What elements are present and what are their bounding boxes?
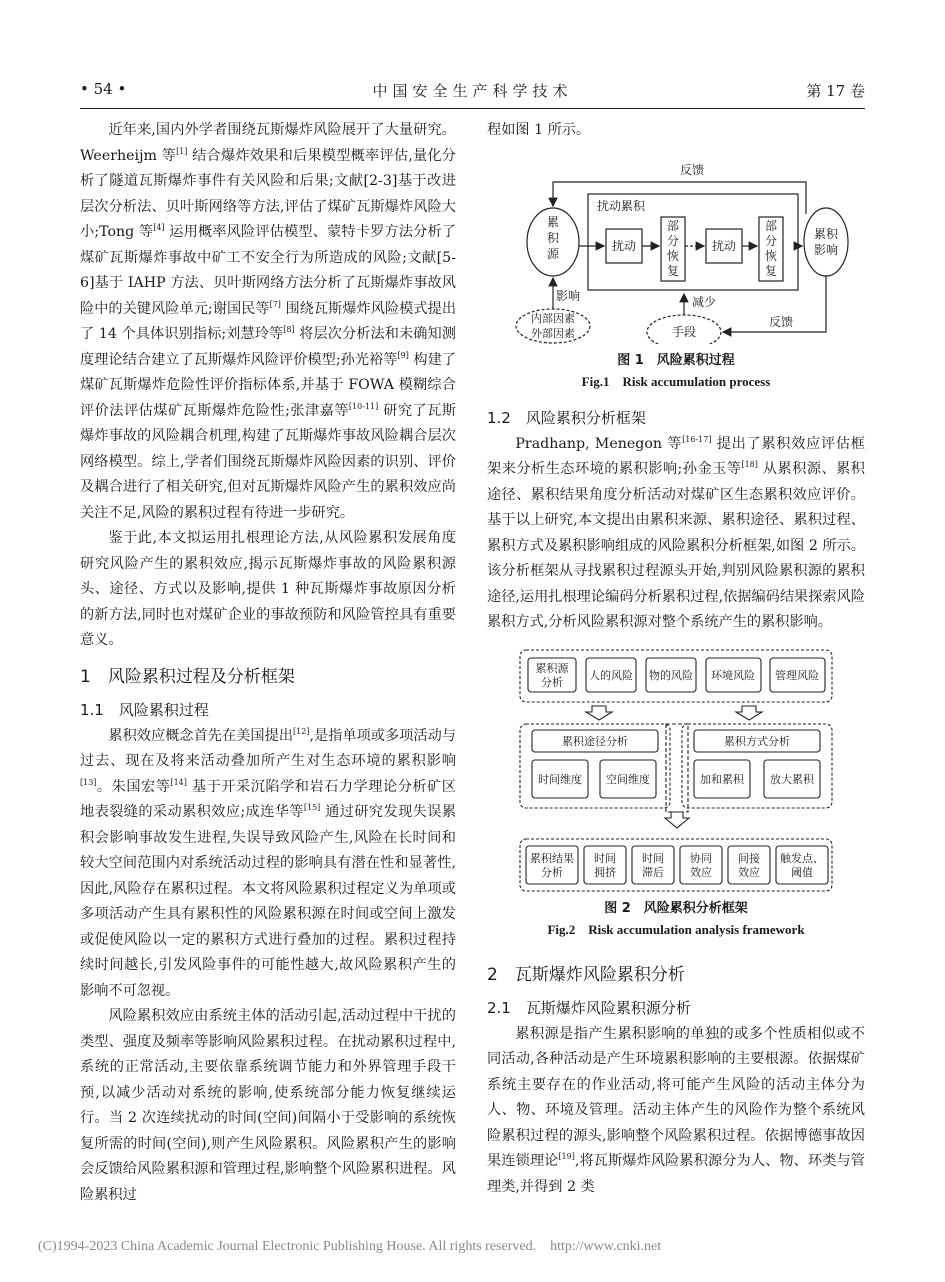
fig2-path-item: 空间维度 [606, 772, 650, 786]
section-2-heading: 2 瓦斯爆炸风险累积分析 [487, 964, 685, 985]
left-paragraph-3: 累积效应概念首先在美国提出[12],是指单项或多项活动与过去、现在及将来活动叠加所产生对生态环境的累积影响[13]。朱国宏等[14] 基于开采沉陷学和岩石力学理论分析矿区地表裂缝的采动累积效应;成连华等[15] 通过研究发现失误累积会影响事故发生进程,失误导致风险产生,风险在长时间和较大空间范围内对系统活动过程的影响具有潜在性和显著性,因此,风险存在累积过程。本文将风险累积过程定义为单项或多项活动产生具有累积性的风险累积源在时间或空间上激发或促使风险以一定的累积方式进行叠加的过程。累积过程持续时间越长,引发风险事件的可能性越大,故风险累积产生的影响不可忽视。 [80, 726, 457, 999]
fig2-row1-item: 管理风险 [775, 668, 819, 682]
fig2-result-item: 累积结果分析 [530, 851, 574, 879]
fig2-result-item: 时间拥挤 [594, 851, 616, 879]
section-1-heading: 1 风险累积过程及分析框架 [80, 666, 295, 687]
fig2-mode-item: 加和累积 [700, 772, 744, 786]
fig1-feedback-bottom: 反馈 [768, 314, 794, 329]
volume-label: 第 17 卷 [806, 82, 865, 100]
figure-1-diagram [496, 144, 856, 344]
left-column [80, 118, 456, 1208]
section-1-1-heading: 1.1 风险累积过程 [80, 700, 209, 719]
fig1-recover-1: 部分恢复 [666, 218, 680, 278]
fig2-row1-item: 环境风险 [711, 668, 755, 682]
fig1-disturb-2: 扰动 [711, 238, 737, 253]
fig2-mode-item: 放大累积 [770, 772, 814, 786]
figure-2-diagram [516, 646, 836, 856]
figure-2-caption-en: Fig.2 Risk accumulation analysis framework [547, 921, 805, 937]
fig1-influence-label: 影响 [555, 288, 581, 303]
figure-1-caption-zh: 图 1 风险累积过程 [617, 352, 735, 368]
copyright-footer: (C)1994-2023 China Academic Journal Electronic Publishing House. All rights reserved. http://www.cnki.net [38, 1239, 662, 1254]
fig1-feedback-top: 反馈 [679, 162, 705, 177]
fig1-factors-1: 内部因素 [531, 311, 575, 325]
fig1-means-label: 手段 [671, 324, 697, 339]
fig2-result-item: 触发点、阈值 [780, 851, 824, 879]
section-2-1-heading: 2.1 瓦斯爆炸风险累积源分析 [487, 998, 691, 1017]
fig1-source-label: 累积源 [546, 214, 560, 261]
left-paragraph-2: 鉴于此,本文拟运用扎根理论方法,从风险累积发展角度研究风险产生的累积效应,揭示瓦斯爆炸事故的风险累积源头、途径、方式以及影响,提供 1 种瓦斯爆炸事故原因分析的新方法,同时也对煤矿企业的事故预防和风险管控具有重要意义。 [80, 530, 456, 648]
header-rule [80, 108, 865, 109]
fig2-path-item: 时间维度 [538, 772, 582, 786]
figure-1-caption-en: Fig.1 Risk accumulation process [581, 373, 771, 389]
fig1-reduce-label: 减少 [691, 294, 717, 309]
figure-2-caption-zh: 图 2 风险累积分析框架 [604, 900, 748, 916]
left-paragraph-1: 近年来,国内外学者围绕瓦斯爆炸风险展开了大量研究。Weerheijm 等[1] 结合爆炸效果和后果模型概率评估,量化分析了隧道瓦斯爆炸事件有关风险和后果;文献[2-3]基于改进层次分析法、贝叶斯网络等方法,评估了煤矿瓦斯爆炸风险大小;Tong 等[4] 运用概率风险评估模型、蒙特卡罗方法分析了煤矿瓦斯爆炸事故中矿工不安全行为所造成的风险;文献[5-6]基于 IAHP 方法、贝叶斯网络方法分析了瓦斯爆炸事故风险中的关键风险单元;谢国民等[7] 围绕瓦斯爆炸风险模式提出了 14 个具体识别指标;刘慧玲等[8] 将层次分析法和未确知测度理论结合建立了瓦斯爆炸风险评价模型;孙光裕等[9] 构建了煤矿瓦斯爆炸危险性评价指标体系,并基于 FOWA 模糊综合评价法评估煤矿瓦斯爆炸危险性;张津嘉等[10-11] 研究了瓦斯爆炸事故的风险耦合机理,构建了瓦斯爆炸事故风险耦合层次网络模型。综上,学者们围绕瓦斯爆炸风险因素的识别、评价及耦合进行了相关研究,但对瓦斯爆炸风险产生的累积效应尚关注不足,风险的累积过程有待进一步研究。 [80, 122, 457, 521]
fig1-impact-label: 累积影响 [813, 226, 839, 257]
fig2-path-title: 累积途径分析 [562, 734, 628, 748]
page-number: • 54 • [80, 80, 127, 98]
left-paragraph-4: 风险累积效应由系统主体的活动引起,活动过程中干扰的类型、强度及频率等影响风险累积过程。在扰动累积过程中,系统的正常活动,主要依靠系统调节能力和外界管理手段干预,以减少活动对系统的影响,使系统部分能力恢复继续运行。当 2 次连续扰动的时间(空间)间隔小于受影响的系统恢复所需的时间(空间),则产生风险累积。风险累积产生的影响会反馈给风险累积源和管理过程,影响整个风险累积进程。风险累积过 [80, 1008, 456, 1203]
fig1-recover-2: 部分恢复 [764, 218, 778, 278]
section-1-2-heading: 1.2 风险累积分析框架 [487, 408, 646, 427]
right-column [487, 118, 865, 1200]
journal-title: 中国安全生产科学技术 [372, 82, 573, 100]
right-paragraph-0: 程如图 1 所示。 [487, 122, 591, 138]
fig2-result-item: 时间滞后 [642, 851, 664, 879]
running-header [80, 80, 865, 104]
fig2-mode-title: 累积方式分析 [724, 734, 790, 748]
right-paragraph-2: 累积源是指产生累积影响的单独的或多个性质相似或不同活动,各种活动是产生环境累积影响的主要根源。依据煤矿系统主要存在的作业活动,将可能产生风险的活动主体分为人、物、环境及管理。活动主体产生的风险作为整个系统风险累积过程的源头,影响整个风险累积过程。依据博德事故因果连锁理论[19],将瓦斯爆炸风险累积源分为人、物、环类与管理类,并得到 2 类 [487, 1025, 865, 1195]
fig2-row1-item: 人的风险 [589, 668, 633, 682]
fig2-result-item: 协同效应 [690, 851, 712, 879]
fig1-factors-2: 外部因素 [531, 326, 575, 340]
fig1-disturb-1: 扰动 [611, 238, 637, 253]
fig2-result-item: 间接效应 [738, 851, 760, 879]
fig2-row1-item: 物的风险 [649, 668, 693, 682]
figure-2-result-row [516, 836, 836, 894]
fig2-row1-item: 累积源分析 [535, 661, 569, 689]
right-paragraph-1: Pradhanp, Menegon 等[16-17] 提出了累积效应评估框架来分析生态环境的累积影响;孙金玉等[18] 从累积源、累积途径、累积结果角度分析活动对煤矿区生态累积效应评价。基于以上研究,本文提出由累积来源、累积途径、累积过程、累积方式及累积影响组成的风险累积分析框架,如图 2 所示。该分析框架从寻找累积过程源头开始,判别风险累积源的累积途径,运用扎根理论编码分析累积过程,依据编码结果探索风险累积方式,分析风险累积源对整个系统产生的累积影响。 [487, 434, 865, 630]
fig1-inner-title: 扰动累积 [596, 198, 646, 213]
